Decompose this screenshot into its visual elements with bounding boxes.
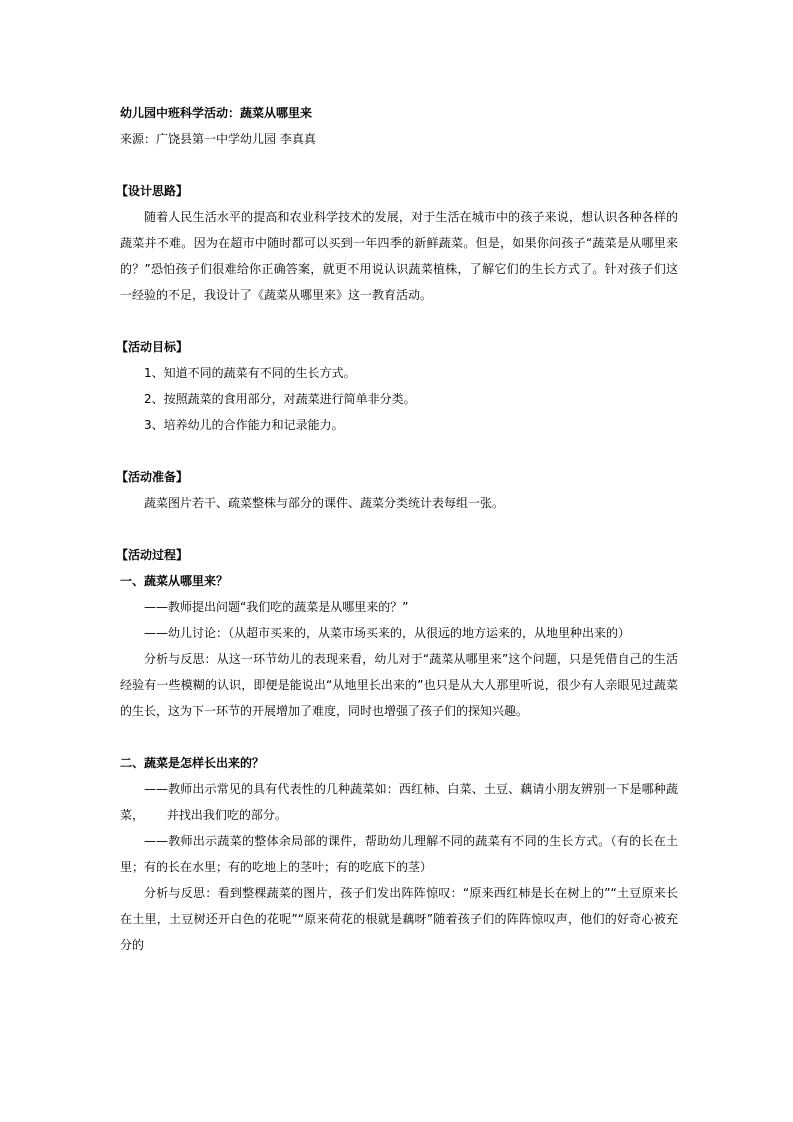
design-paragraph: 随着人民生活水平的提高和农业科学技术的发展，对于生活在城市中的孩子来说，想认识各种各样的蔬菜并不难。因为在超市中随时都可以买到一年四季的新鲜蔬菜。但是，如果你问孩子“蔬菜是从哪里来的？”恐怕孩子们很难给你正确答案，就更不用说认识蔬菜植株，了解它们的生长方式了。针对孩子们这一经验的不足，我设计了《蔬菜从哪里来》这一教育活动。	[120, 210, 678, 302]
process-part-2-show-vegetables: ——教师出示常见的具有代表性的几种蔬菜如：西红柿、白菜、土豆、藕请小朋友辨别一下是哪种蔬菜， 并找出我们吃的部分。	[120, 782, 678, 822]
document-source: 来源：广饶县第一中学幼儿园 李真真	[120, 132, 316, 146]
section-heading-process: 【活动过程】	[116, 548, 189, 562]
section-heading-design: 【设计思路】	[116, 184, 189, 198]
process-part-2-courseware: ——教师出示蔬菜的整体余局部的课件，帮助幼儿理解不同的蔬菜有不同的生长方式。（有的长在土里；有的长在水里；有的吃地上的茎叶；有的吃底下的茎）	[120, 834, 678, 874]
goal-item-3: 3、培养幼儿的合作能力和记录能力。	[144, 418, 344, 432]
goal-item-2: 2、按照蔬菜的食用部分，对蔬菜进行简单非分类。	[144, 392, 416, 406]
process-part-1-heading: 一、蔬菜从哪里来？	[120, 574, 229, 588]
document-body	[116, 100, 678, 958]
section-heading-goals: 【活动目标】	[116, 340, 189, 354]
process-part-1-discussion: ——幼儿讨论：（从超市买来的，从菜市场买来的，从很远的地方运来的，从地里种出来的）	[144, 626, 631, 640]
goal-item-1: 1、知道不同的蔬菜有不同的生长方式。	[144, 366, 356, 380]
process-part-1-question: ——教师提出问题“我们吃的蔬菜是从哪里来的？”	[144, 600, 409, 614]
process-part-2-reflection: 分析与反思：看到整棵蔬菜的图片，孩子们发出阵阵惊叹：“原来西红柿是长在树上的”“土豆原来长在土里，土豆树还开白色的花呢”“原来荷花的根就是藕呀”随着孩子们的阵阵惊叹声，他们的好奇心被充分的	[120, 886, 678, 952]
process-part-1-reflection: 分析与反思：从这一环节幼儿的表现来看，幼儿对于“蔬菜从哪里来”这个问题，只是凭借自己的生活经验有一些模糊的认识，即便是能说出“从地里长出来的”也只是从大人那里听说，很少有人亲眼见过蔬菜的生长，这为下一环节的开展增加了难度，同时也增强了孩子们的探知兴趣。	[120, 652, 678, 718]
document-title: 幼儿园中班科学活动：蔬菜从哪里来	[120, 106, 313, 120]
section-heading-preparation: 【活动准备】	[116, 470, 189, 484]
preparation-paragraph: 蔬菜图片若干、疏菜整株与部分的课件、蔬菜分类统计表每组一张。	[144, 496, 505, 510]
process-part-2-heading: 二、蔬菜是怎样长出来的？	[120, 756, 265, 770]
